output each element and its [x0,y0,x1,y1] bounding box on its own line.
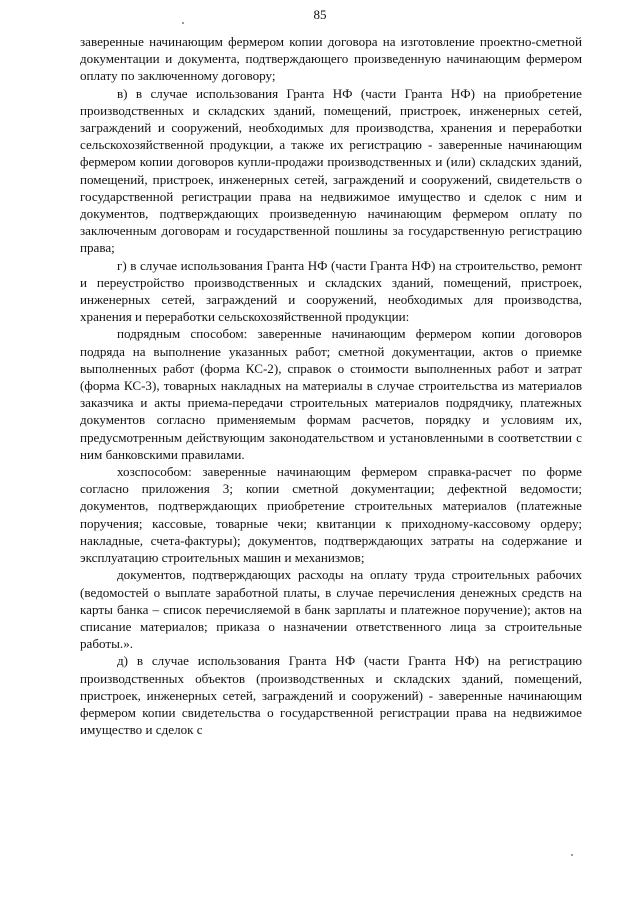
page-number: 85 [313,7,327,22]
paragraph-v: в) в случае использования Гранта НФ (части Гранта НФ) на приобретение производственных и складских зданий, помещений, пристроек, инженерных сетей, заграждений и сооружений, необходимых для производства, хранения и переработки сельскохозяйственной продукции, а также их регистрацию - заверенные начинающим фермером копии договоров купли-продажи производственных и (или) складских зданий, помещений, пристроек, инженерных сетей, заграждений и сооружений, свидетельств о государственной регистрации права на недвижимое имущество и сделок с ним и документов, подтверждающих произведенную начинающим фермером оплату по заключенным договорам и государственной пошлины за государственную регистрацию права; [80,85,582,256]
scan-artifact [571,854,573,856]
paragraph-labor-costs: документов, подтверждающих расходы на оплату труда строительных рабочих (ведомостей о выплате заработной платы, в случае перечисления денежных средств на карты банка – список перечисляемой в банк зарплаты и платежное поручение); актов на списание материалов; приказа о назначении ответственного лица за строительные работы.». [80,567,582,652]
paragraph-own-method: хозспособом: заверенные начинающим фермером справка-расчет по форме согласно приложения 3; копии сметной документации; дефектной ведомости; документов, подтверждающих приобретение строительных материалов (платежные поручения; кассовые, товарные чеки; квитанции к приходному-кассовому ордеру; накладные, счета-фактуры); документов, подтверждающих затраты на содержание и эксплуатацию строительных машин и механизмов; [80,464,582,566]
document-body [80,33,582,738]
paragraph-d: д) в случае использования Гранта НФ (части Гранта НФ) на регистрацию производственных объектов (производственных и складских зданий, помещений, пристроек, инженерных сетей, заграждений и сооружений) - заверенные начинающим фермером копии свидетельства о государственной регистрации права на недвижимое имущество и сделок с [80,653,582,738]
paragraph-contract-method: подрядным способом: заверенные начинающим фермером копии договоров подряда на выполнение указанных работ; сметной документации, актов о приемке выполненных работ (форма КС-2), справок о стоимости выполненных работ и затрат (форма КС-3), товарных накладных на материалы в случае строительства из материалов заказчика и акты приема-передачи строительных материалов подрядчику, платежных документов согласно применяемым формам расчетов, порядку и условиям их, предусмотренным действующим законодательством и установленными в соответствии с ним банковскими правилами. [80,326,582,462]
paragraph-continuation: заверенные начинающим фермером копии договора на изготовление проектно-сметной документации и документа, подтверждающего произведенную начинающим фермером оплату по заключенному договору; [80,34,582,84]
scan-artifact [182,22,184,24]
paragraph-g: г) в случае использования Гранта НФ (части Гранта НФ) на строительство, ремонт и переустройство производственных и складских зданий, помещений, пристроек, инженерных сетей, заграждений и сооружений, необходимых для производства, хранения и переработки сельскохозяйственной продукции: [80,257,582,325]
